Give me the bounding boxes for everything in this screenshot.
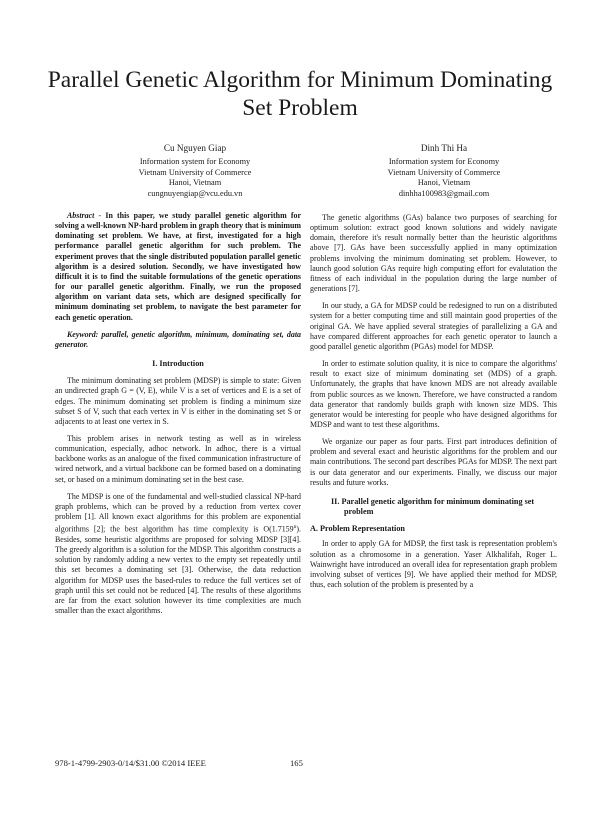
footer-page-number: 165 [290,758,303,768]
paragraph: We organize our paper as four parts. First part introduces definition of problem and several exact and heuristic algorithms for the problem and our main contributions. The second part describes PGAs for MDSP. The next part is our data generator and our experiments. Finally, we discuss our major results and future works. [310,437,557,487]
author-location: Hanoi, Vietnam [168,178,222,188]
author-block-1 [75,142,315,199]
author-university: Vietnam University of Commerce [387,167,501,177]
author-location: Hanoi, Vietnam [417,178,471,188]
author-email: dinhha100983@gmail.com [398,188,490,198]
paragraph: The genetic algorithms (GAs) balance two purposes of searching for optimum solution: extract good known solutions and widely navigate domain, therefore it's result normally better than the heuristic algorithms above [7]. GAs have been successfully applied in many optimization problems involving the minimum dominating set problem. However, to launch good solution GAs require high computing effort for evalutation the fitness of each individual in the population during the large number of generations [7]. [310,213,557,294]
section-heading-pga: II. Parallel genetic algorithm for minimum dominating set problem [331,496,535,517]
paragraph: This problem arises in network testing as well as in wireless communication, especially, adhoc network. In adhoc, there is a virtual backbone works as an analogue of the fixed communication infrastructure of wired network, and a virtual backbone can be formed based on a dominating set, or based on a minimum dominating set in the best case. [55,433,301,484]
author-name: Cu Nguyen Giap [163,143,227,153]
paragraph-text: ). Besides, some heuristic algorithms are proposed for solving MDSP [3][4]. The greedy algorithm is a solution for the MDSP. This algorithm constructs a solution by randomly adding a new vertex to the empty set repeatedly until this set becomes a dominating set [3]. Otherwise, the data reduction algorithm for MDSP uses the based-rules to reduce the full vertices set of graph until this set could not be reduced [4]. The results of these algorithms are far from the exact solution however its time complexities are much smaller than the exact algorithms. [55,524,301,616]
superscript: n [293,524,297,531]
paragraph-text: The MDSP is one of the fundamental and well-studied classical NP-hard graph problems, which can be proved by a reduction from vertex cover problem [1]. All known exact algorithms for this problem are exponential algorithms [2]; the best algorithm has time complexity is O(1.7159 [55,491,301,534]
author-email: cungnuyengiap@vcu.edu.vn [147,188,243,198]
author-affiliation: Information system for Economy [388,157,500,166]
author-affiliation: Information system for Economy [139,157,251,166]
left-column [55,211,301,623]
right-column [310,213,557,597]
paragraph: In our study, a GA for MDSP could be redesigned to run on a distributed system for a better computing time and still maintain good properties of the original GA. We have applied several strategies of parallelizing a GA and have compared different approaches for each genetic operator to launch a good parallel genetic algorithm (PGAs) model for MDSP. [310,301,557,351]
subsection-heading: A. Problem Representation [310,524,405,534]
author-university: Vietnam University of Commerce [138,167,252,177]
footer-isbn: 978-1-4799-2903-0/14/$31.00 ©2014 IEEE [55,758,206,768]
paragraph: The minimum dominating set problem (MDSP) is simple to state: Given an undirected graph G = (V, E), while V is a set of vertices and E is a set of edges. The minimum dominating set problem is finding a minimum size subset S of V, such that each vertex in V is either in the dominating set S or adjacents to at least one vertex in S. [55,376,301,426]
abstract-text: In this paper, we study parallel genetic algorithm for solving a well-known NP-hard problem in graph theory that is minimum dominating set problem. We have, at first, investigated for a high performance parallel genetic algorithm for such problem. The experiment proves that the single distributed population parallel genetic algorithm is a desired solution. Secondly, we have investigated how difficult it is to find the suitable formulations of the genetic operations for our parallel genetic algorithm. Finally, we run the proposed algorithm on variant data sets, which are designed specifically for minimum dominating set problem, to navigate the best parameter for each genetic operation. [55,211,301,322]
abstract [55,211,301,323]
keywords: Keyword: parallel, genetic algorithm, minimum, dominating set, data generator. [55,329,301,349]
paragraph: In order to apply GA for MDSP, the first task is representation problem's solution as a chromosome in a generation. Yaser Alkhalifah, Roger L. Wainwright have introduced an overall idea for representation graph problem involving subset of vertices [9]. We have applied their method for MDSP, thus, each solution of the problem is presented by a [310,539,557,589]
paper-title: Parallel Genetic Algorithm for Minimum Dominating Set Problem [47,67,553,121]
section-heading-introduction: I. Introduction [152,359,204,369]
author-name: Dinh Thi Ha [420,143,468,153]
author-block-2 [324,142,564,199]
paragraph [55,492,301,617]
abstract-label: Abstract - [67,211,102,220]
paragraph: In order to estimate solution quality, it is nice to compare the algorithms' result to exact size of minimum dominating set (MDS) of a graph. Unfortunately, the graphs that have known MDS are not already available from public sources as we known. Therefore, we have constructed a random data generator that randomly builds graph with known size MDS. This generator would be interesting for people who have designed algorithms for MDSP and want to test these algorithms. [310,359,557,429]
